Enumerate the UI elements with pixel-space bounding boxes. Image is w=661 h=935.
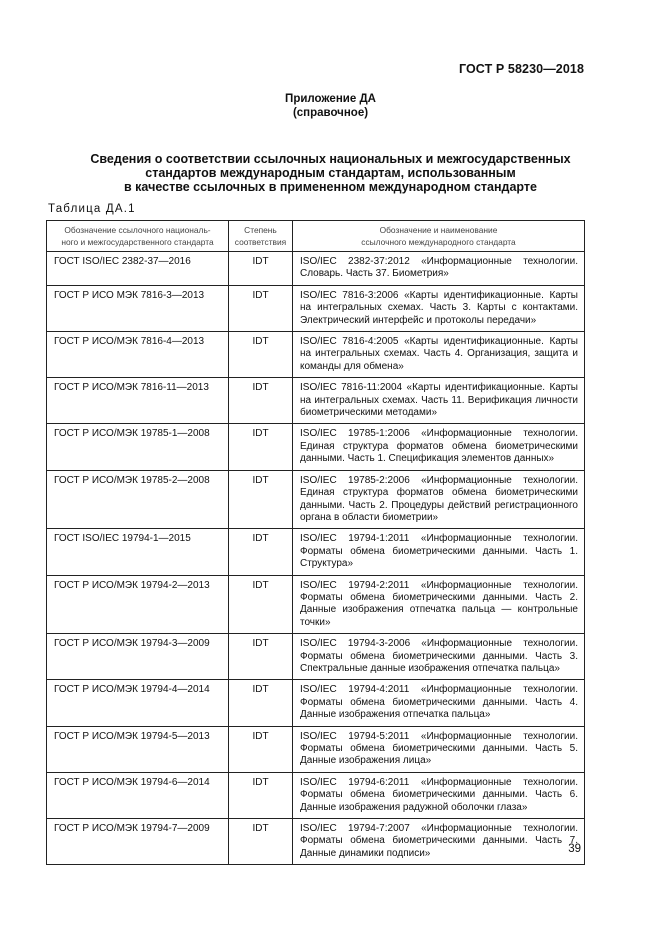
national-standard-cell: ГОСТ Р ИСО/МЭК 19785-1—2008 [47, 424, 229, 470]
degree-cell: IDT [229, 424, 293, 470]
page-number: 39 [568, 843, 581, 855]
table-row [47, 332, 585, 378]
degree-cell: IDT [229, 529, 293, 575]
international-standard-cell: ISO/IEC 7816-11:2004 «Карты идентификационные. Карты на интегральных схемах. Часть 11. Верификация личности биометрическими методами» [293, 378, 585, 424]
header-national-line-2: ного и межгосударственного стандарта [61, 236, 214, 247]
national-standard-cell: ГОСТ Р ИСО/МЭК 19794-3—2009 [47, 634, 229, 680]
header-degree-line-1: Степень [244, 225, 277, 235]
international-standard-cell: ISO/IEC 19785-1:2006 «Информационные технологии. Единая структура форматов обмена биометрическими данными. Часть 1. Спецификация элементов данных» [293, 424, 585, 470]
national-standard-cell: ГОСТ Р ИСО/МЭК 19794-6—2014 [47, 772, 229, 818]
header-national-standard [47, 221, 229, 252]
national-standard-cell: ГОСТ Р ИСО/МЭК 19794-7—2009 [47, 819, 229, 865]
international-standard-cell: ISO/IEC 19794-1:2011 «Информационные технологии. Форматы обмена биометрическими данными. Часть 1. Структура» [293, 529, 585, 575]
national-standard-cell: ГОСТ Р ИСО/МЭК 19785-2—2008 [47, 470, 229, 529]
national-standard-cell: ГОСТ Р ИСО/МЭК 7816-4—2013 [47, 332, 229, 378]
header-international-line-2: ссылочного международного стандарта [361, 236, 516, 247]
header-degree-line-2: соответствия [234, 236, 287, 247]
table-row [47, 726, 585, 772]
degree-cell: IDT [229, 332, 293, 378]
international-standard-cell: ISO/IEC 7816-4:2005 «Карты идентификационные. Карты на интегральных схемах. Часть 4. Организация, защита и команды для обмена» [293, 332, 585, 378]
national-standard-cell: ГОСТ Р ИСО/МЭК 19794-2—2013 [47, 575, 229, 634]
international-standard-cell: ISO/IEC 19794-4:2011 «Информационные технологии. Форматы обмена биометрическими данными. Часть 4. Данные изображения отпечатка пальца» [293, 680, 585, 726]
table-row [47, 680, 585, 726]
international-standard-cell: ISO/IEC 19794-5:2011 «Информационные технологии. Форматы обмена биометрическими данными. Часть 5. Данные изображения лица» [293, 726, 585, 772]
degree-cell: IDT [229, 680, 293, 726]
table-row [47, 252, 585, 286]
header-degree [229, 221, 293, 252]
appendix-heading [0, 92, 661, 120]
header-national-line-1: Обозначение ссылочного националь- [64, 225, 211, 235]
international-standard-cell: ISO/IEC 7816-3:2006 «Карты идентификационные. Карты на интегральных схемах. Часть 3. Карты с контактами. Электрический интерфейс и протоколы передачи» [293, 285, 585, 331]
degree-cell: IDT [229, 772, 293, 818]
degree-cell: IDT [229, 575, 293, 634]
table-row [47, 819, 585, 865]
appendix-subtitle: (справочное) [292, 107, 369, 119]
table-row [47, 529, 585, 575]
appendix-title: Приложение ДА [285, 93, 376, 105]
degree-cell: IDT [229, 285, 293, 331]
table-header-row [47, 221, 585, 252]
table-row [47, 470, 585, 529]
table-row [47, 285, 585, 331]
section-title-line-1: Сведения о соответствии ссылочных национальных и межгосударственных [90, 152, 571, 166]
table-row [47, 575, 585, 634]
degree-cell: IDT [229, 634, 293, 680]
national-standard-cell: ГОСТ Р ИСО/МЭК 7816-11—2013 [47, 378, 229, 424]
section-title [60, 152, 601, 194]
international-standard-cell: ISO/IEC 2382-37:2012 «Информационные технологии. Словарь. Часть 37. Биометрия» [293, 252, 585, 286]
correspondence-table [46, 220, 585, 865]
table-row [47, 772, 585, 818]
table-row [47, 634, 585, 680]
table-row [47, 424, 585, 470]
national-standard-cell: ГОСТ Р ИСО/МЭК 19794-5—2013 [47, 726, 229, 772]
degree-cell: IDT [229, 378, 293, 424]
degree-cell: IDT [229, 726, 293, 772]
table-label: Таблица ДА.1 [48, 203, 136, 215]
header-international-standard [293, 221, 585, 252]
international-standard-cell: ISO/IEC 19794-6:2011 «Информационные технологии. Форматы обмена биометрическими данными. Часть 6. Данные изображения радужной оболочки глаза» [293, 772, 585, 818]
national-standard-cell: ГОСТ Р ИСО/МЭК 19794-4—2014 [47, 680, 229, 726]
national-standard-cell: ГОСТ ISO/IEC 19794-1—2015 [47, 529, 229, 575]
document-code: ГОСТ Р 58230—2018 [458, 62, 584, 76]
degree-cell: IDT [229, 819, 293, 865]
header-international-line-1: Обозначение и наименование [379, 225, 498, 235]
degree-cell: IDT [229, 470, 293, 529]
national-standard-cell: ГОСТ ISO/IEC 2382-37—2016 [47, 252, 229, 286]
section-title-line-3: в качестве ссылочных в примененном международном стандарте [124, 180, 537, 194]
section-title-line-2: стандартов международным стандартам, использованным [145, 166, 516, 180]
international-standard-cell: ISO/IEC 19794-7:2007 «Информационные технологии. Форматы обмена биометрическими данными. Часть 7. Данные динамики подписи» [293, 819, 585, 865]
degree-cell: IDT [229, 252, 293, 286]
national-standard-cell: ГОСТ Р ИСО МЭК 7816-3—2013 [47, 285, 229, 331]
table-row [47, 378, 585, 424]
international-standard-cell: ISO/IEC 19785-2:2006 «Информационные технологии. Единая структура форматов обмена биометрическими данными. Часть 2. Процедуры действий регистрационного органа в области биометрии» [293, 470, 585, 529]
international-standard-cell: ISO/IEC 19794-3-2006 «Информационные технологии. Форматы обмена биометрическими данными. Часть 3. Спектральные данные изображения отпечатка пальца» [293, 634, 585, 680]
international-standard-cell: ISO/IEC 19794-2:2011 «Информационные технологии. Форматы обмена биометрическими данными. Часть 2. Данные изображения отпечатка пальца — контрольные точки» [293, 575, 585, 634]
